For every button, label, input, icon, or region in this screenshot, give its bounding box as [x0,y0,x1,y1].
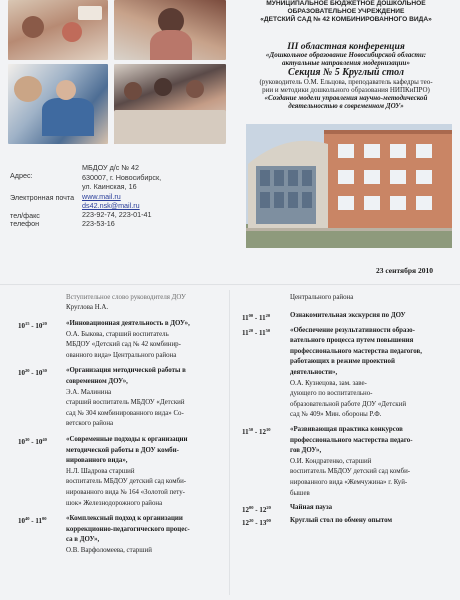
time-start: 11 [242,328,249,337]
time-start-minutes: 50 [248,427,254,432]
section-topic: «Создание модели управления научно-методической [264,94,428,102]
time-end: 12 [258,428,266,436]
talk-title: Ознакомительная экскурсия по ДОУ [290,312,406,319]
address-line: МБДОУ д/с № 42 [82,163,140,172]
talk-title: гов ДОУ», [290,447,322,455]
speaker-info: сад № 409» Мин. обороны Р.Ф. [290,411,382,419]
speaker-info: МБДОУ «Детский сад № 42 комбинир- [66,341,181,349]
speaker-info: шок» Железнодорожного района [66,499,163,507]
time-start: 11 [242,428,249,436]
talk-title: са в ДОУ», [66,536,100,544]
talk-title: «Комплексный подход к организации [66,515,183,523]
speaker-info: нированного вида «Жемчужина» г. Куй- [290,479,408,486]
phone-label: телефон [10,219,40,228]
time-start-minutes: 00 [249,505,254,511]
talk-title: «Развивающая практика конкурсов [290,426,403,433]
time-start: 12 [242,518,249,527]
time-slot [18,321,47,330]
speaker-info: образовательной работе ДОУ «Детский [290,400,407,408]
time-slot [242,313,270,322]
speaker-info: Э.А. Малинина [66,388,112,396]
talk-title: «Современные подходы к организации [66,436,188,443]
time-end-minutes: 30 [42,368,47,374]
talk-title: вательного процесса путем повышения [290,337,414,345]
talk-title: деятельности», [290,369,338,376]
org-line: МУНИЦИПАЛЬНОЕ БЮДЖЕТНОЕ ДОШКОЛЬНОЕ [266,0,426,7]
speaker-info: О.А. Быкова, старший воспитатель [66,330,169,338]
talk-title: Круглый стол по обмену опытом [290,516,393,524]
time-end: 10 [35,369,43,378]
time-start-minutes: 20 [25,368,30,374]
speaker-info: воспитатель МБДОУ детский сад комби- [66,478,187,486]
section-leader: рии и методики дошкольного образования НИПКиПРО) [262,86,430,94]
time-slot [242,518,271,527]
talk-title: методической работы в ДОУ комби- [66,446,179,454]
speaker-info: дующего по воспитательно- [290,390,373,398]
time-end: 10 [35,438,43,446]
conference-title-block [236,42,456,110]
time-end-minutes: 20 [266,505,271,511]
intro-speaker: Круглова Н.А. [66,304,109,311]
intro-speech: Вступительное слово руководителя ДОУ [66,294,186,301]
time-end: 11 [258,328,266,337]
address-line: ул. Каинская, 16 [82,182,137,191]
speaker-info: воспитатель МБДОУ детский сад комби- [290,468,411,476]
conference-date: 23 сентября 2010 [376,266,433,275]
speaker-info: бышев [290,489,310,497]
time-slot [242,505,271,514]
time-separator: - [29,517,36,526]
time-start: 10 [18,517,25,526]
speaker-info: ветского района [66,420,114,428]
time-start-minutes: 40 [25,516,30,522]
time-end-minutes: 00 [41,516,47,522]
conference-subtitle: «Дошкольное образование Новосибирской области: [265,51,427,59]
time-end-minutes: 50 [265,327,271,333]
email-label: Электронная почта [10,193,75,202]
section-title: Секция № 5 Круглый стол [288,67,404,78]
time-separator: - [253,518,260,527]
org-line: ОБРАЗОВАТЕЛЬНОЕ УЧРЕЖДЕНИЕ [287,8,405,15]
talk-title: нированного вида», [66,457,128,465]
photo-kindergarten-building [246,124,452,248]
talk-title: «Инновационная деятельность в ДОУ», [66,320,190,327]
speaker-info: нированного вида № 164 «Золотой пету- [66,489,185,496]
time-start-minutes: 30 [25,437,30,442]
conference-title: III областная конференция [287,41,405,52]
time-end: 11 [258,314,266,322]
section-leader: (руководитель О.М. Ельцова, преподаватель кафедры тео- [259,78,433,86]
time-separator: - [253,506,260,515]
time-start: 11 [242,314,249,322]
section-topic: деятельностью в современном ДОУ» [288,102,404,110]
photo-teacher [114,0,226,60]
program-page [0,285,460,600]
time-start-minutes: 15 [25,321,30,326]
time-slot [18,368,47,377]
talk-title: профессионального мастерства педаго- [290,436,413,444]
time-separator: - [29,369,36,378]
time-end: 11 [35,517,42,526]
time-end-minutes: 10 [265,427,271,432]
time-slot [18,516,46,525]
time-end: 10 [35,322,43,330]
talk-title: современном ДОУ», [66,378,128,385]
talk-title: профессионального мастерства педагогов, [290,347,422,355]
talk-title: работающих в режиме проектной [290,358,395,366]
speaker-info: Н.Л. Шадрова старший [66,467,135,475]
time-end: 12 [259,506,267,515]
talk-title: «Организация методической работы в [66,367,186,375]
time-end: 13 [259,518,267,527]
time-end-minutes: 20 [265,313,271,318]
phone-value: 223-53-16 [82,219,115,228]
photo-meeting [114,64,226,144]
talk-title: «Обеспечение результативности образо- [290,326,415,334]
email-link[interactable]: ds42.nsk@mail.ru [82,201,140,210]
fax-value: 223-92-74, 223-01-41 [82,210,152,219]
time-slot [242,427,270,436]
time-separator: - [253,428,259,436]
time-separator: - [253,328,259,337]
time-slot [242,328,270,337]
time-start-minutes: 20 [249,517,254,523]
speaker-info: старший воспитатель МБДОУ «Детский [66,399,185,407]
time-start: 10 [18,322,25,330]
building-illustration [246,124,452,248]
leaflet-cover [0,0,460,285]
speaker-info: О.В. Варфоломеева, старший [66,547,152,554]
address-line: 630007, г. Новосибирск, [82,173,162,182]
conference-subtitle: актуальные направления модернизации» [282,59,410,67]
fax-label: тел/факс [10,211,40,220]
time-separator: - [29,322,36,330]
time-start: 10 [18,438,25,446]
speaker-info: О.И. Кондратенко, старший [290,457,372,465]
website-link[interactable]: www.mail.ru [82,192,121,201]
time-end-minutes: 20 [42,321,47,326]
time-separator: - [253,314,259,322]
time-start: 10 [18,369,25,378]
time-start: 12 [242,506,249,515]
speaker-info: О.А. Кузнецова, зам. заве- [290,379,367,387]
org-line: «ДЕТСКИЙ САД № 42 КОМБИНИРОВАННОГО ВИДА» [260,16,432,23]
time-end-minutes: 40 [42,437,47,442]
talk-title: коррекционно-педагогического процес- [66,525,190,533]
speaker-info: ованного вида» Центрального района [66,351,177,359]
photo-teachers-working [8,64,108,144]
organization-name [236,0,456,24]
photo-children-classroom [8,0,108,60]
time-separator: - [29,438,36,446]
time-start-minutes: 20 [248,327,254,333]
talk-title: Чайная пауза [290,504,333,512]
time-end-minutes: 00 [266,517,271,523]
time-start-minutes: 00 [248,313,254,318]
speaker-info: сад № 304 комбинированного вида» Со- [66,409,184,417]
right-intro: Центрального района [290,294,354,301]
address-label: Адрес: [10,171,33,180]
time-slot [18,437,47,446]
